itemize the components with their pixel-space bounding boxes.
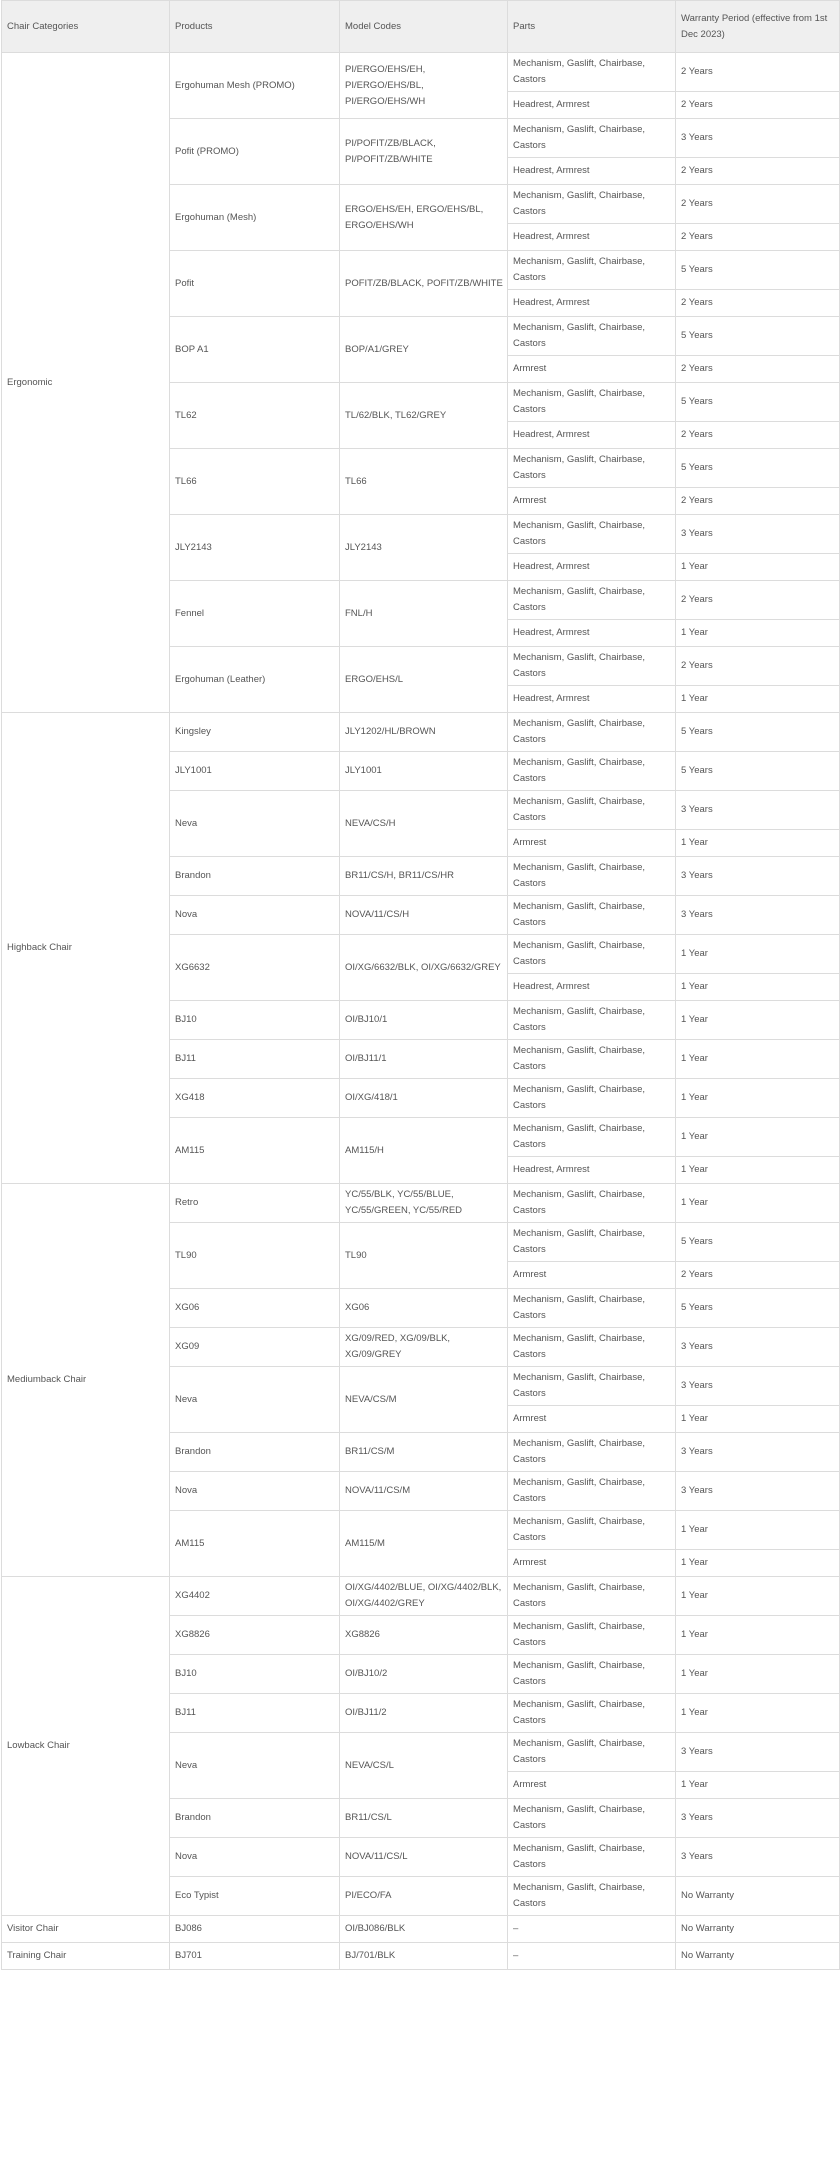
model-code-cell: BR11/CS/M xyxy=(340,1433,508,1472)
model-code-cell: PI/ECO/FA xyxy=(340,1877,508,1916)
warranty-cell: 1 Year xyxy=(676,620,840,647)
warranty-cell: 3 Years xyxy=(676,1838,840,1877)
parts-cell: Mechanism, Gaslift, Chairbase, Castors xyxy=(508,1877,676,1916)
product-name-cell: XG418 xyxy=(170,1079,340,1118)
parts-cell: Mechanism, Gaslift, Chairbase, Castors xyxy=(508,1079,676,1118)
warranty-cell: 1 Year xyxy=(676,1079,840,1118)
model-code-cell: NOVA/11/CS/H xyxy=(340,896,508,935)
parts-cell: Mechanism, Gaslift, Chairbase, Castors xyxy=(508,251,676,290)
parts-cell: Mechanism, Gaslift, Chairbase, Castors xyxy=(508,119,676,158)
model-code-cell: OI/BJ086/BLK xyxy=(340,1916,508,1943)
model-code-cell: NEVA/CS/M xyxy=(340,1367,508,1433)
product-name-cell: Eco Typist xyxy=(170,1877,340,1916)
model-code-cell: TL66 xyxy=(340,449,508,515)
model-code-cell: NOVA/11/CS/M xyxy=(340,1472,508,1511)
warranty-cell: 3 Years xyxy=(676,515,840,554)
category-cell: Ergonomic xyxy=(2,53,170,713)
model-code-cell: TL/62/BLK, TL62/GREY xyxy=(340,383,508,449)
parts-cell: Headrest, Armrest xyxy=(508,224,676,251)
product-name-cell: Nova xyxy=(170,896,340,935)
model-code-cell: YC/55/BLK, YC/55/BLUE, YC/55/GREEN, YC/55/RED xyxy=(340,1184,508,1223)
parts-cell: Mechanism, Gaslift, Chairbase, Castors xyxy=(508,1838,676,1877)
warranty-cell: 2 Years xyxy=(676,158,840,185)
warranty-cell: 2 Years xyxy=(676,488,840,515)
warranty-cell: No Warranty xyxy=(676,1916,840,1943)
model-code-cell: OI/XG/4402/BLUE, OI/XG/4402/BLK, OI/XG/4402/GREY xyxy=(340,1577,508,1616)
model-code-cell: PI/POFIT/ZB/BLACK, PI/POFIT/ZB/WHITE xyxy=(340,119,508,185)
parts-cell: Armrest xyxy=(508,356,676,383)
model-code-cell: POFIT/ZB/BLACK, POFIT/ZB/WHITE xyxy=(340,251,508,317)
warranty-cell: 1 Year xyxy=(676,1655,840,1694)
warranty-cell: 3 Years xyxy=(676,857,840,896)
warranty-cell: 1 Year xyxy=(676,1157,840,1184)
product-name-cell: BJ10 xyxy=(170,1655,340,1694)
product-name-cell: Retro xyxy=(170,1184,340,1223)
model-code-cell: OI/BJ10/2 xyxy=(340,1655,508,1694)
product-name-cell: XG06 xyxy=(170,1289,340,1328)
product-name-cell: XG8826 xyxy=(170,1616,340,1655)
warranty-cell: 1 Year xyxy=(676,554,840,581)
model-code-cell: TL90 xyxy=(340,1223,508,1289)
warranty-cell: 1 Year xyxy=(676,1001,840,1040)
parts-cell: Armrest xyxy=(508,1262,676,1289)
warranty-cell: 3 Years xyxy=(676,896,840,935)
parts-cell: Mechanism, Gaslift, Chairbase, Castors xyxy=(508,1733,676,1772)
category-cell: Lowback Chair xyxy=(2,1577,170,1916)
category-cell: Mediumback Chair xyxy=(2,1184,170,1577)
parts-cell: Mechanism, Gaslift, Chairbase, Castors xyxy=(508,1184,676,1223)
warranty-cell: 2 Years xyxy=(676,290,840,317)
parts-cell: Mechanism, Gaslift, Chairbase, Castors xyxy=(508,383,676,422)
product-name-cell: Brandon xyxy=(170,1433,340,1472)
parts-cell: Mechanism, Gaslift, Chairbase, Castors xyxy=(508,896,676,935)
header-products: Products xyxy=(170,1,340,53)
parts-cell: Mechanism, Gaslift, Chairbase, Castors xyxy=(508,1001,676,1040)
header-chair-categories: Chair Categories xyxy=(2,1,170,53)
table-body xyxy=(2,53,840,1970)
category-cell: Training Chair xyxy=(2,1943,170,1970)
product-name-cell: XG6632 xyxy=(170,935,340,1001)
parts-cell: Mechanism, Gaslift, Chairbase, Castors xyxy=(508,1367,676,1406)
parts-cell: Armrest xyxy=(508,488,676,515)
model-code-cell: NOVA/11/CS/L xyxy=(340,1838,508,1877)
header-row xyxy=(2,1,840,53)
parts-cell: Mechanism, Gaslift, Chairbase, Castors xyxy=(508,1694,676,1733)
warranty-cell: 1 Year xyxy=(676,1550,840,1577)
warranty-table xyxy=(1,0,840,1970)
warranty-cell: 1 Year xyxy=(676,1406,840,1433)
model-code-cell: XG/09/RED, XG/09/BLK, XG/09/GREY xyxy=(340,1328,508,1367)
model-code-cell: XG06 xyxy=(340,1289,508,1328)
model-code-cell: ERGO/EHS/L xyxy=(340,647,508,713)
product-name-cell: Pofit xyxy=(170,251,340,317)
parts-cell: Mechanism, Gaslift, Chairbase, Castors xyxy=(508,317,676,356)
parts-cell: Mechanism, Gaslift, Chairbase, Castors xyxy=(508,1799,676,1838)
product-name-cell: BJ086 xyxy=(170,1916,340,1943)
warranty-cell: 2 Years xyxy=(676,356,840,383)
header-model-codes: Model Codes xyxy=(340,1,508,53)
warranty-cell: 1 Year xyxy=(676,935,840,974)
model-code-cell: XG8826 xyxy=(340,1616,508,1655)
product-name-cell: Ergohuman (Leather) xyxy=(170,647,340,713)
product-name-cell: Fennel xyxy=(170,581,340,647)
model-code-cell: OI/BJ11/2 xyxy=(340,1694,508,1733)
warranty-cell: 5 Years xyxy=(676,449,840,488)
parts-cell: Mechanism, Gaslift, Chairbase, Castors xyxy=(508,515,676,554)
parts-cell: Mechanism, Gaslift, Chairbase, Castors xyxy=(508,53,676,92)
product-name-cell: Kingsley xyxy=(170,713,340,752)
warranty-cell: 3 Years xyxy=(676,1472,840,1511)
product-name-cell: BJ11 xyxy=(170,1040,340,1079)
parts-cell: Mechanism, Gaslift, Chairbase, Castors xyxy=(508,1040,676,1079)
category-cell: Highback Chair xyxy=(2,713,170,1184)
parts-cell: Mechanism, Gaslift, Chairbase, Castors xyxy=(508,1328,676,1367)
warranty-cell: 1 Year xyxy=(676,686,840,713)
model-code-cell: BR11/CS/H, BR11/CS/HR xyxy=(340,857,508,896)
warranty-cell: 1 Year xyxy=(676,1694,840,1733)
product-name-cell: BJ701 xyxy=(170,1943,340,1970)
warranty-cell: 1 Year xyxy=(676,1184,840,1223)
parts-cell: Headrest, Armrest xyxy=(508,554,676,581)
parts-cell: – xyxy=(508,1943,676,1970)
parts-cell: Armrest xyxy=(508,1550,676,1577)
model-code-cell: FNL/H xyxy=(340,581,508,647)
parts-cell: Mechanism, Gaslift, Chairbase, Castors xyxy=(508,647,676,686)
table-row xyxy=(2,1184,840,1223)
warranty-cell: 5 Years xyxy=(676,251,840,290)
parts-cell: – xyxy=(508,1916,676,1943)
warranty-cell: No Warranty xyxy=(676,1943,840,1970)
parts-cell: Armrest xyxy=(508,830,676,857)
parts-cell: Mechanism, Gaslift, Chairbase, Castors xyxy=(508,1433,676,1472)
parts-cell: Mechanism, Gaslift, Chairbase, Castors xyxy=(508,581,676,620)
parts-cell: Mechanism, Gaslift, Chairbase, Castors xyxy=(508,1118,676,1157)
warranty-cell: 2 Years xyxy=(676,185,840,224)
parts-cell: Headrest, Armrest xyxy=(508,974,676,1001)
product-name-cell: Nova xyxy=(170,1472,340,1511)
product-name-cell: BJ10 xyxy=(170,1001,340,1040)
parts-cell: Mechanism, Gaslift, Chairbase, Castors xyxy=(508,713,676,752)
parts-cell: Headrest, Armrest xyxy=(508,92,676,119)
model-code-cell: BOP/A1/GREY xyxy=(340,317,508,383)
warranty-cell: 5 Years xyxy=(676,1223,840,1262)
product-name-cell: Neva xyxy=(170,1733,340,1799)
product-name-cell: JLY1001 xyxy=(170,752,340,791)
model-code-cell: AM115/M xyxy=(340,1511,508,1577)
warranty-cell: 1 Year xyxy=(676,830,840,857)
warranty-cell: 2 Years xyxy=(676,1262,840,1289)
parts-cell: Mechanism, Gaslift, Chairbase, Castors xyxy=(508,857,676,896)
table-row xyxy=(2,1943,840,1970)
warranty-cell: 1 Year xyxy=(676,974,840,1001)
product-name-cell: Brandon xyxy=(170,857,340,896)
product-name-cell: BOP A1 xyxy=(170,317,340,383)
parts-cell: Mechanism, Gaslift, Chairbase, Castors xyxy=(508,1655,676,1694)
product-name-cell: Brandon xyxy=(170,1799,340,1838)
product-name-cell: TL90 xyxy=(170,1223,340,1289)
product-name-cell: Nova xyxy=(170,1838,340,1877)
parts-cell: Mechanism, Gaslift, Chairbase, Castors xyxy=(508,449,676,488)
parts-cell: Mechanism, Gaslift, Chairbase, Castors xyxy=(508,1289,676,1328)
warranty-cell: 1 Year xyxy=(676,1616,840,1655)
model-code-cell: ERGO/EHS/EH, ERGO/EHS/BL, ERGO/EHS/WH xyxy=(340,185,508,251)
header-parts: Parts xyxy=(508,1,676,53)
header-warranty-period: Warranty Period (effective from 1st Dec 2023) xyxy=(676,1,840,53)
model-code-cell: BR11/CS/L xyxy=(340,1799,508,1838)
model-code-cell: JLY1202/HL/BROWN xyxy=(340,713,508,752)
warranty-cell: 5 Years xyxy=(676,317,840,356)
product-name-cell: Pofit (PROMO) xyxy=(170,119,340,185)
model-code-cell: OI/XG/6632/BLK, OI/XG/6632/GREY xyxy=(340,935,508,1001)
parts-cell: Mechanism, Gaslift, Chairbase, Castors xyxy=(508,791,676,830)
product-name-cell: BJ11 xyxy=(170,1694,340,1733)
warranty-cell: 2 Years xyxy=(676,224,840,251)
warranty-cell: 5 Years xyxy=(676,713,840,752)
warranty-cell: 2 Years xyxy=(676,53,840,92)
product-name-cell: AM115 xyxy=(170,1511,340,1577)
parts-cell: Mechanism, Gaslift, Chairbase, Castors xyxy=(508,752,676,791)
warranty-cell: 1 Year xyxy=(676,1511,840,1550)
warranty-cell: 1 Year xyxy=(676,1040,840,1079)
product-name-cell: XG09 xyxy=(170,1328,340,1367)
parts-cell: Mechanism, Gaslift, Chairbase, Castors xyxy=(508,935,676,974)
warranty-cell: 3 Years xyxy=(676,1799,840,1838)
warranty-cell: 1 Year xyxy=(676,1118,840,1157)
product-name-cell: XG4402 xyxy=(170,1577,340,1616)
product-name-cell: Ergohuman (Mesh) xyxy=(170,185,340,251)
product-name-cell: AM115 xyxy=(170,1118,340,1184)
warranty-cell: 5 Years xyxy=(676,752,840,791)
warranty-cell: 3 Years xyxy=(676,119,840,158)
table-row xyxy=(2,1577,840,1616)
warranty-cell: 3 Years xyxy=(676,1733,840,1772)
model-code-cell: JLY1001 xyxy=(340,752,508,791)
parts-cell: Mechanism, Gaslift, Chairbase, Castors xyxy=(508,1223,676,1262)
table-row xyxy=(2,1916,840,1943)
parts-cell: Headrest, Armrest xyxy=(508,422,676,449)
table-row xyxy=(2,53,840,92)
model-code-cell: AM115/H xyxy=(340,1118,508,1184)
parts-cell: Mechanism, Gaslift, Chairbase, Castors xyxy=(508,1472,676,1511)
warranty-cell: No Warranty xyxy=(676,1877,840,1916)
parts-cell: Headrest, Armrest xyxy=(508,158,676,185)
model-code-cell: OI/BJ11/1 xyxy=(340,1040,508,1079)
warranty-cell: 3 Years xyxy=(676,1328,840,1367)
warranty-cell: 5 Years xyxy=(676,383,840,422)
parts-cell: Armrest xyxy=(508,1406,676,1433)
parts-cell: Armrest xyxy=(508,1772,676,1799)
warranty-cell: 2 Years xyxy=(676,92,840,119)
parts-cell: Headrest, Armrest xyxy=(508,1157,676,1184)
warranty-cell: 3 Years xyxy=(676,1433,840,1472)
table-row xyxy=(2,713,840,752)
category-cell: Visitor Chair xyxy=(2,1916,170,1943)
warranty-cell: 3 Years xyxy=(676,791,840,830)
product-name-cell: Neva xyxy=(170,791,340,857)
warranty-cell: 2 Years xyxy=(676,422,840,449)
parts-cell: Mechanism, Gaslift, Chairbase, Castors xyxy=(508,1577,676,1616)
parts-cell: Headrest, Armrest xyxy=(508,290,676,317)
model-code-cell: NEVA/CS/L xyxy=(340,1733,508,1799)
parts-cell: Headrest, Armrest xyxy=(508,620,676,647)
warranty-cell: 3 Years xyxy=(676,1367,840,1406)
product-name-cell: Ergohuman Mesh (PROMO) xyxy=(170,53,340,119)
product-name-cell: TL62 xyxy=(170,383,340,449)
parts-cell: Mechanism, Gaslift, Chairbase, Castors xyxy=(508,185,676,224)
parts-cell: Mechanism, Gaslift, Chairbase, Castors xyxy=(508,1616,676,1655)
warranty-cell: 5 Years xyxy=(676,1289,840,1328)
model-code-cell: NEVA/CS/H xyxy=(340,791,508,857)
warranty-cell: 1 Year xyxy=(676,1772,840,1799)
warranty-cell: 1 Year xyxy=(676,1577,840,1616)
warranty-cell: 2 Years xyxy=(676,647,840,686)
model-code-cell: OI/BJ10/1 xyxy=(340,1001,508,1040)
model-code-cell: JLY2143 xyxy=(340,515,508,581)
product-name-cell: JLY2143 xyxy=(170,515,340,581)
parts-cell: Headrest, Armrest xyxy=(508,686,676,713)
product-name-cell: Neva xyxy=(170,1367,340,1433)
model-code-cell: BJ/701/BLK xyxy=(340,1943,508,1970)
model-code-cell: OI/XG/418/1 xyxy=(340,1079,508,1118)
parts-cell: Mechanism, Gaslift, Chairbase, Castors xyxy=(508,1511,676,1550)
warranty-cell: 2 Years xyxy=(676,581,840,620)
product-name-cell: TL66 xyxy=(170,449,340,515)
model-code-cell: PI/ERGO/EHS/EH, PI/ERGO/EHS/BL, PI/ERGO/EHS/WH xyxy=(340,53,508,119)
